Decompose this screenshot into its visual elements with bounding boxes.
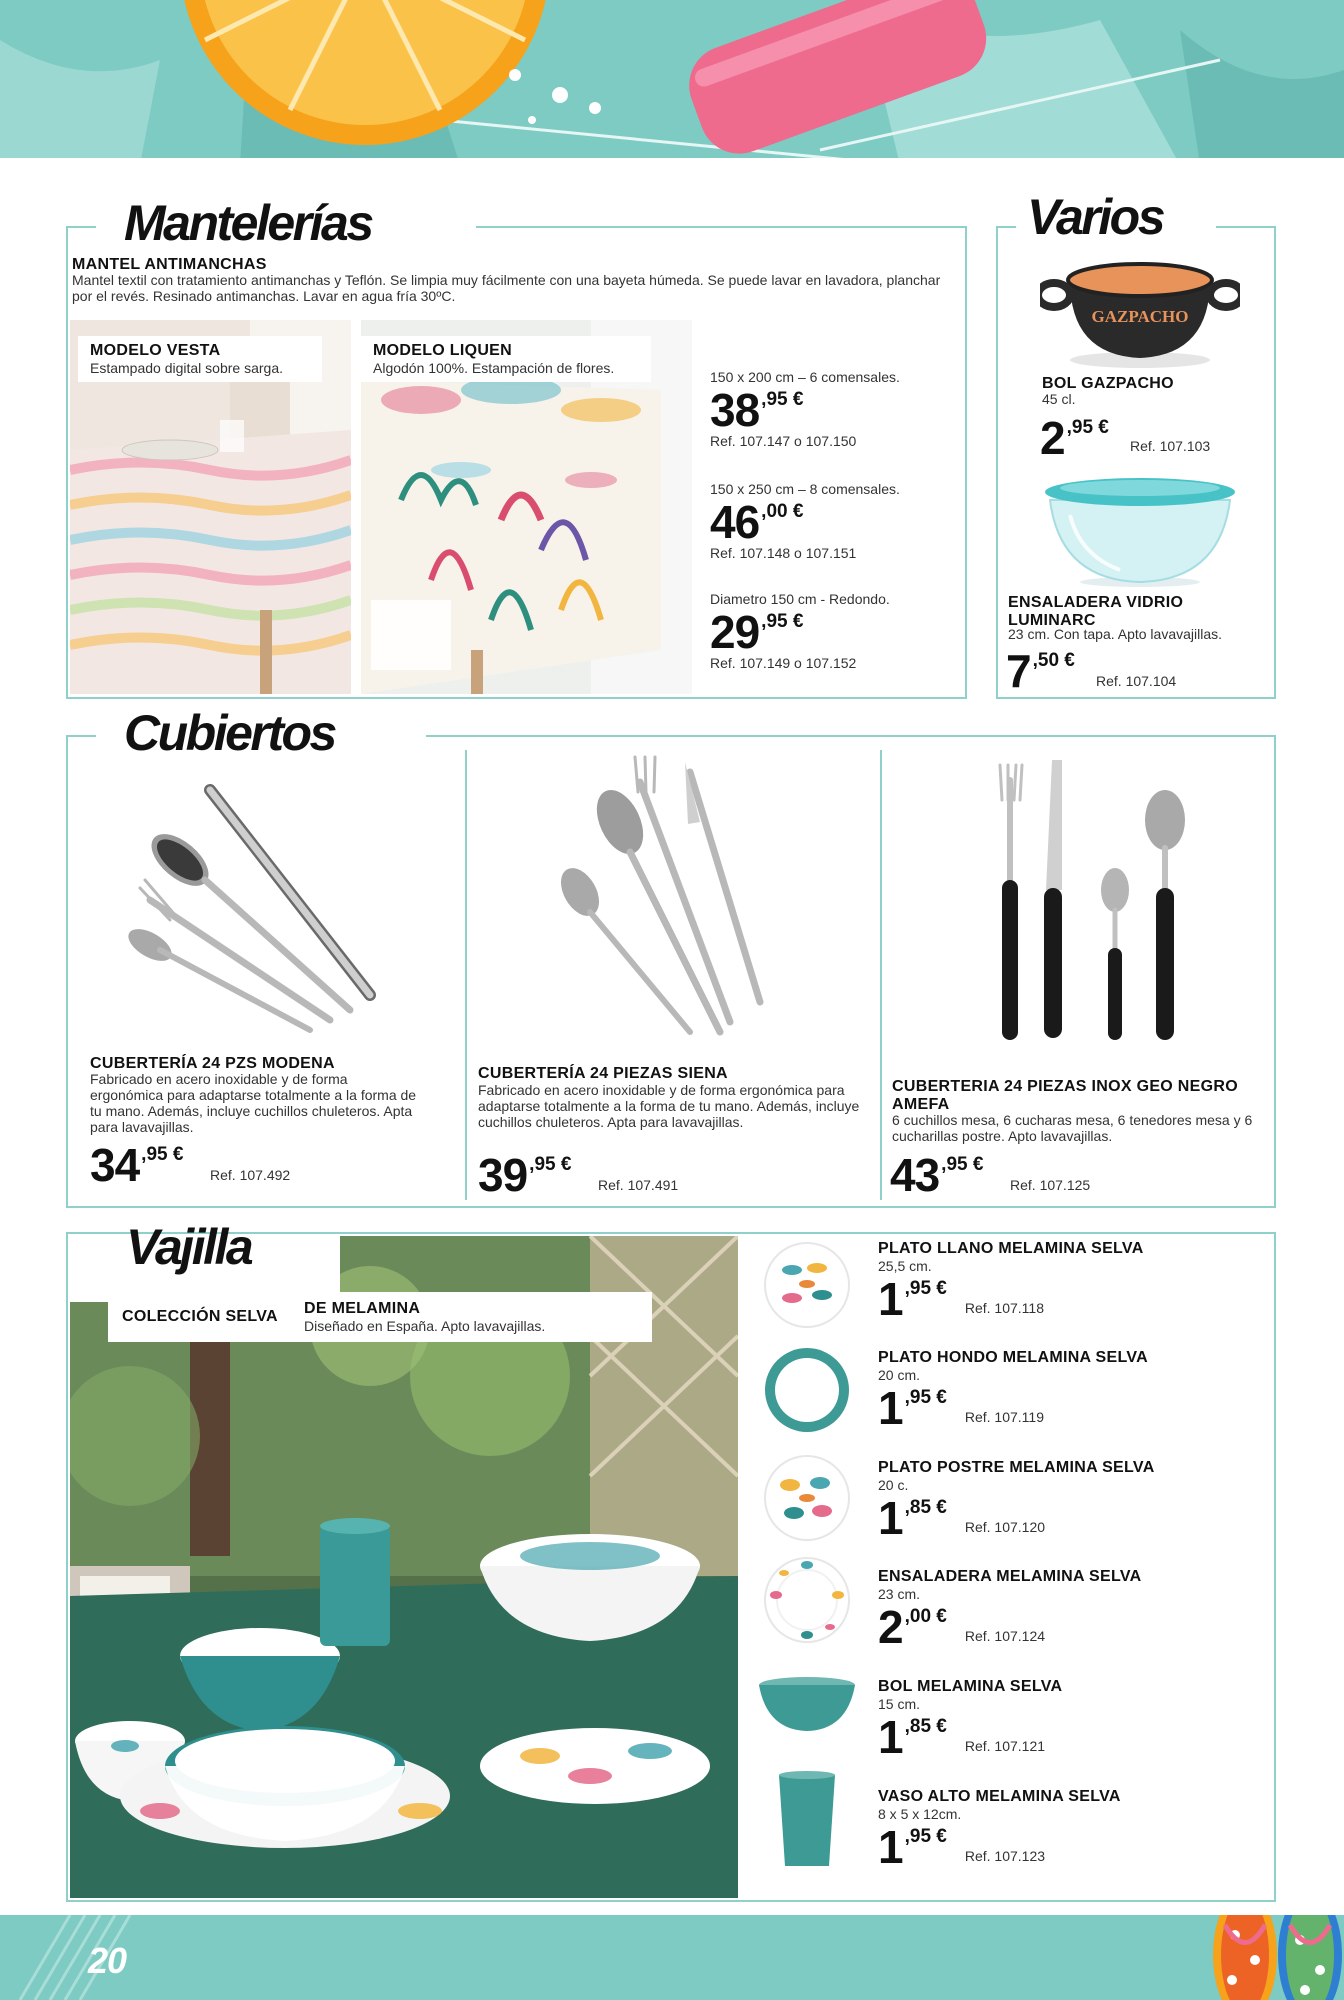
section-title-mantelerias: Mantelerías <box>124 195 372 251</box>
model-desc-vesta: Estampado digital sobre sarga. <box>90 359 283 376</box>
mantel-size-2 <box>710 481 960 561</box>
price <box>710 384 960 436</box>
price-dec: ,95 € <box>141 1144 184 1165</box>
ref: Ref. 107.120 <box>964 1518 1046 1535</box>
ref: Ref. 107.149 o 107.152 <box>710 655 857 671</box>
ref: Ref. 107.124 <box>964 1627 1046 1644</box>
item-desc: 8 x 5 x 12cm. <box>878 1805 962 1822</box>
page-number: 20 <box>88 1940 127 1981</box>
price-dec: ,95 € <box>941 1154 984 1175</box>
ref-ensaladera-vidrio: Ref. 107.104 <box>1096 673 1177 689</box>
price-int: 43 <box>890 1149 940 1201</box>
icon-ensaladera-melamina <box>762 1555 852 1645</box>
price <box>878 1820 947 1873</box>
price-ensaladera-vidrio <box>1006 645 1075 697</box>
price-dec: ,95 € <box>904 1386 947 1408</box>
price-int: 1 <box>878 1710 903 1763</box>
ref-geo-negro: Ref. 107.125 <box>1010 1177 1091 1193</box>
item-plato-postre <box>878 1459 1268 1544</box>
item-desc: 25,5 cm. <box>878 1257 932 1274</box>
ref-siena: Ref. 107.491 <box>598 1177 679 1193</box>
product-desc-bol-gazpacho: 45 cl. <box>1042 391 1076 407</box>
item-plato-hondo <box>878 1349 1268 1434</box>
price-dec: ,95 € <box>1066 417 1109 438</box>
bottom-decoration <box>0 1915 1344 2000</box>
product-desc-siena: Fabricado en acero inoxidable y de forma ergonómica para adaptarse totalmente a la forma de tu mano. Además, incluye cuchillos chuleteros. Apta para lavavajillas. <box>478 1082 860 1131</box>
collection-desc: Diseñado en España. Apto lavavajillas. <box>304 1317 546 1334</box>
bowl-print: GAZPACHO <box>1091 307 1189 326</box>
price-int: 29 <box>710 606 760 658</box>
ref: Ref. 107.119 <box>964 1408 1044 1425</box>
photo-bol-gazpacho <box>1040 250 1240 370</box>
product-title-bol-gazpacho: BOL GAZPACHO <box>1042 375 1174 392</box>
collection-label: COLECCIÓN SELVA <box>122 1308 278 1326</box>
section-title-varios: Varios <box>1027 189 1164 245</box>
size-text: 150 x 200 cm – 6 comensales. <box>710 369 900 385</box>
item-title: ENSALADERA MELAMINA SELVA <box>878 1568 1142 1585</box>
item-desc: 20 c. <box>878 1476 909 1493</box>
price <box>878 1491 947 1544</box>
label-modelo-liquen <box>361 336 651 382</box>
item-desc: 15 cm. <box>878 1695 921 1712</box>
collection-title: DE MELAMINA <box>304 1300 421 1318</box>
divider <box>465 750 467 1200</box>
price-int: 7 <box>1006 645 1031 697</box>
price <box>710 496 960 548</box>
product-title-geo-negro: CUBERTERIA 24 PIEZAS INOX GEO NEGRO AMEFA <box>892 1078 1238 1113</box>
tropical-decoration <box>0 0 1344 165</box>
ref-modena: Ref. 107.492 <box>210 1167 291 1183</box>
bottom-banner <box>0 1915 1344 2000</box>
size-text: 150 x 250 cm – 8 comensales. <box>710 481 900 497</box>
price-int: 1 <box>878 1820 903 1873</box>
price-dec: ,95 € <box>904 1825 947 1847</box>
model-title-liquen: MODELO LIQUEN <box>373 342 513 359</box>
item-ensaladera-melamina <box>878 1568 1268 1653</box>
top-banner <box>0 0 1344 165</box>
section-title-cubiertos: Cubiertos <box>124 705 335 761</box>
icon-plato-hondo <box>762 1345 852 1435</box>
icon-bol-melamina <box>757 1675 857 1735</box>
item-desc: 23 cm. <box>878 1585 921 1602</box>
ref: Ref. 107.148 o 107.151 <box>710 545 857 561</box>
price-dec: ,50 € <box>1032 650 1075 671</box>
price-dec: ,00 € <box>904 1605 947 1627</box>
product-desc-mantel: Mantel textil con tratamiento antimanchas y Teflón. Se limpia muy fácilmente con una bayeta húmeda. Se puede lavar en lavadora, planchar por el revés. Resinado antimanchas. Lavar en agua fría 30ºC. <box>72 272 941 305</box>
item-title: PLATO HONDO MELAMINA SELVA <box>878 1349 1149 1366</box>
product-desc-ensaladera-vidrio: 23 cm. Con tapa. Apto lavavajillas. <box>1008 626 1223 642</box>
ref: Ref. 107.121 <box>964 1737 1046 1754</box>
item-bol-melamina <box>878 1678 1268 1763</box>
mantel-size-1 <box>710 369 960 449</box>
price-int: 2 <box>1040 412 1065 464</box>
photo-cuberteria-siena <box>560 752 780 1042</box>
ref: Ref. 107.147 o 107.150 <box>710 433 857 449</box>
price <box>878 1710 947 1763</box>
divider <box>880 750 882 1200</box>
ref: Ref. 107.123 <box>964 1847 1046 1864</box>
product-desc-modena: Fabricado en acero inoxidable y de forma ergonómica para adaptarse totalmente a la forma de tu mano. Además, incluye cuchillos chuleteros. Apta para lavavajillas. <box>90 1071 417 1136</box>
item-desc: 20 cm. <box>878 1366 921 1383</box>
price-int: 34 <box>90 1139 140 1191</box>
item-title: BOL MELAMINA SELVA <box>878 1678 1063 1695</box>
price-int: 1 <box>878 1491 903 1544</box>
label-modelo-vesta <box>78 336 322 382</box>
price <box>878 1381 947 1434</box>
price-int: 46 <box>710 496 760 548</box>
price-dec: ,95 € <box>529 1154 572 1175</box>
price-int: 1 <box>878 1381 903 1434</box>
price-modena <box>90 1139 184 1191</box>
mantel-size-3 <box>710 591 960 671</box>
icon-plato-llano <box>762 1240 852 1330</box>
price <box>878 1600 947 1653</box>
icon-vaso-melamina <box>777 1770 837 1870</box>
photo-cuberteria-modena <box>120 780 400 1040</box>
section-title-vajilla: Vajilla <box>126 1219 252 1275</box>
price-dec: ,95 € <box>761 389 804 410</box>
product-desc-geo-negro: 6 cuchillos mesa, 6 cucharas mesa, 6 tenedores mesa y 6 cucharillas postre. Apto lavavajillas. <box>892 1112 1253 1145</box>
price-bol-gazpacho <box>1040 412 1109 464</box>
icon-plato-postre <box>762 1453 852 1543</box>
price-int: 1 <box>878 1272 903 1325</box>
product-title-modena: CUBERTERÍA 24 PZS MODENA <box>90 1055 335 1072</box>
price-geo-negro <box>890 1149 984 1201</box>
price <box>710 606 960 658</box>
price-dec: ,95 € <box>904 1277 947 1299</box>
photo-cuberteria-geo-negro <box>980 760 1200 1050</box>
price-siena <box>478 1149 572 1201</box>
photo-ensaladera-vidrio <box>1040 470 1240 588</box>
product-title-mantel: MANTEL ANTIMANCHAS <box>72 256 267 273</box>
price-dec: ,85 € <box>904 1715 947 1737</box>
price-int: 38 <box>710 384 760 436</box>
product-title-siena: CUBERTERÍA 24 PIEZAS SIENA <box>478 1065 728 1082</box>
price <box>878 1272 947 1325</box>
price-dec: ,00 € <box>761 501 804 522</box>
model-desc-liquen: Algodón 100%. Estampación de flores. <box>373 359 615 376</box>
price-dec: ,85 € <box>904 1496 947 1518</box>
ref: Ref. 107.118 <box>964 1299 1044 1316</box>
size-text: Diametro 150 cm - Redondo. <box>710 591 890 607</box>
collection-banner <box>108 1292 652 1342</box>
product-title-ensaladera-vidrio: ENSALADERA VIDRIO LUMINARC <box>1008 594 1184 629</box>
item-vaso-melamina <box>878 1788 1268 1873</box>
model-title-vesta: MODELO VESTA <box>90 342 221 359</box>
price-int: 39 <box>478 1149 528 1201</box>
price-dec: ,95 € <box>761 611 804 632</box>
item-plato-llano <box>878 1240 1268 1325</box>
item-title: PLATO LLANO MELAMINA SELVA <box>878 1240 1144 1257</box>
collection-info <box>298 1300 545 1334</box>
item-title: PLATO POSTRE MELAMINA SELVA <box>878 1459 1155 1476</box>
ref-bol-gazpacho: Ref. 107.103 <box>1130 438 1211 454</box>
price-int: 2 <box>878 1600 903 1653</box>
item-title: VASO ALTO MELAMINA SELVA <box>878 1788 1121 1805</box>
